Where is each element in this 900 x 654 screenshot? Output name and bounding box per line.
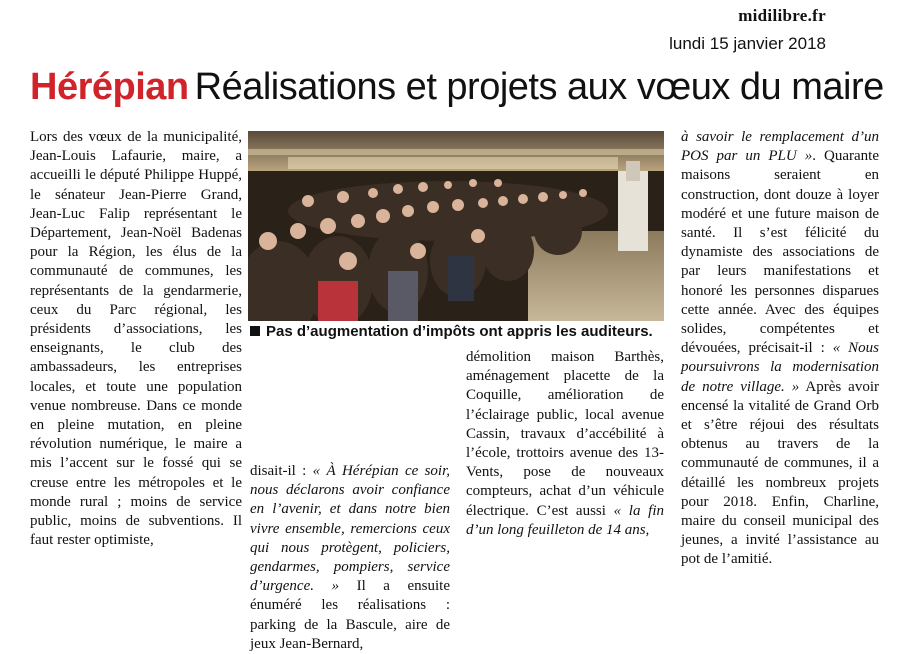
event-photo: [248, 131, 664, 321]
column-4-text-2: Après avoir encensé la vitalité de Grand Orb et s’être réjoui des résultats obtenus au travers de la communauté de communes, il a détaillé les nombreux projets pour 2018. Enfin, Charline, maire du conseil municipal des jeunes, a invité l’assistance au pot de l’amitié.: [681, 378, 879, 568]
column-4-text-1: . Quarante maisons seraient en construction, dont douze à loyer modéré et une future maison de santé. Il s’est félicité du dynamiste des associations de par leurs manifestations et honoré les personnes disparues cette année. Avec des équipes solides, compétentes et dévouées, précisait-il :: [681, 148, 880, 357]
source-name: midilibre.fr: [738, 6, 826, 25]
caption-square-icon: [250, 326, 260, 336]
publication-date: lundi 15 janvier 2018: [669, 34, 826, 53]
column-4-quote-2: « Nous poursuivrons la modernisation de notre village. »: [681, 340, 879, 395]
column-2-rest: Il a ensuite énuméré les réalisations : parking de la Bascule, aire de jeux Jean-Bernard,: [250, 578, 450, 652]
headline: [30, 64, 884, 110]
article-column-3: [466, 348, 664, 540]
column-3-quote: « la fin d’un long feuilleton de 14 ans,: [466, 502, 664, 538]
column-1-text: Lors des vœux de la municipalité, Jean-Louis Lafaurie, maire, a accueilli le député Philippe Huppé, le sénateur Jean-Pierre Grand, Jean-Luc Falip représentant le Département, Jean-Noël Badenas pour la Région, les élus de la communauté de communes, les représentants de la gendarmerie, ceux du Parc régional, les présidents d’associations, les enseignants, le club des ambassadeurs, les entreprises locales, et toute une population venue nombreuse. Dans ce monde en pleine mutation, en pleine révolution numérique, le maire a mis l’accent sur le fossé qui se creuse entre les métropoles et le monde rural ; moins de service public, moins de subventions. Il faut rester optimiste,: [30, 129, 242, 549]
column-2-intro: disait-il :: [250, 463, 313, 479]
headline-title: Réalisations et projets aux vœux du maire: [194, 66, 884, 108]
article-column-4: [681, 128, 879, 570]
article-column-1: [30, 128, 242, 550]
photo-caption: [250, 322, 664, 342]
column-4-quote-1: à savoir le remplacement d’un POS par un PLU »: [681, 129, 879, 165]
caption-text: Pas d’augmentation d’impôts ont appris les auditeurs.: [266, 323, 653, 340]
article-column-2: [250, 462, 450, 654]
headline-location: Hérépian: [30, 66, 189, 108]
column-3-text: démolition maison Barthès, aménagement placette de la Coquille, amélioration de l’éclairage public, local avenue Cassin, travaux d’accébilité à l’école, trottoirs avenue des 13-Vents, pose de nouveaux compteurs, achat d’un véhicule électrique. C’est aussi: [466, 349, 664, 519]
column-2-quote: « À Hérépian ce soir, nous déclarons avoir confiance en l’avenir, et dans notre bien vivre ensemble, remercions ceux qui nous protègent, policiers, gendarmes, pompiers, service d’urgence. »: [250, 463, 451, 595]
